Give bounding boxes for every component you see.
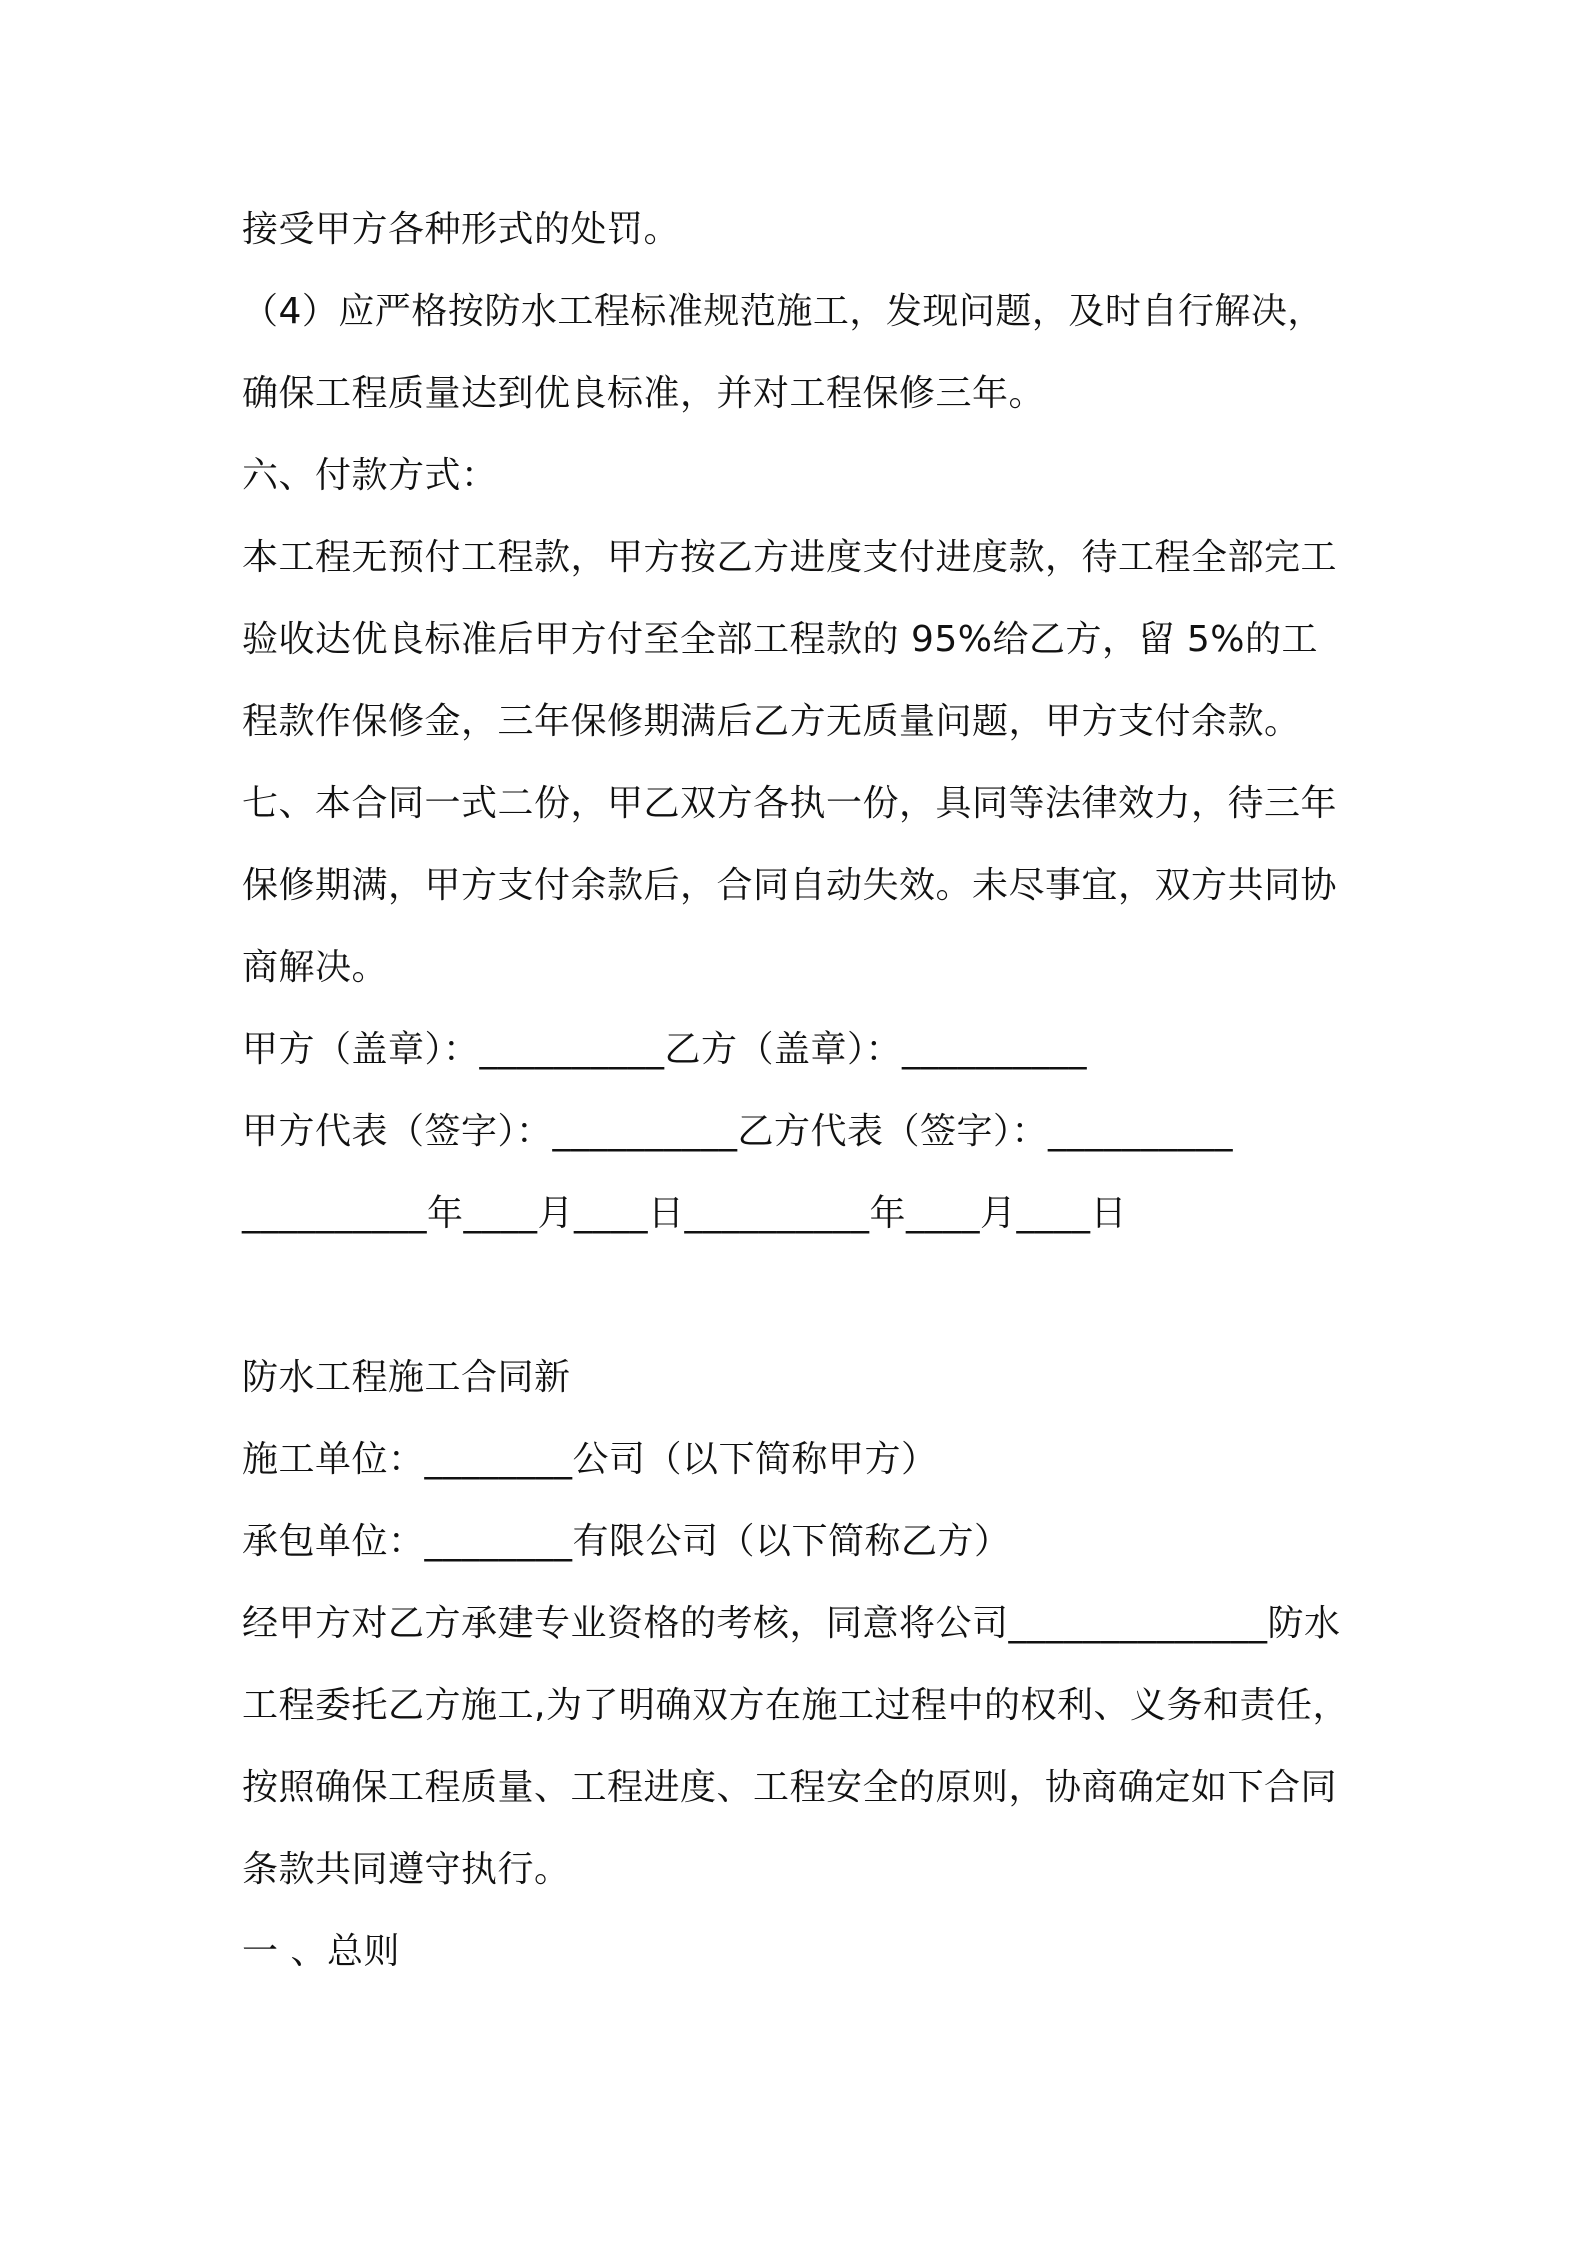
text-line: 经甲方对乙方承建专业资格的考核，同意将公司______________防水 <box>242 1603 1341 1644</box>
section-heading: 六、付款方式： <box>242 455 498 496</box>
document-title: 防水工程施工合同新 <box>242 1357 571 1398</box>
text-line: 按照确保工程质量、工程进度、工程安全的原则，协商确定如下合同 <box>242 1767 1338 1808</box>
text-line: 七、本合同一式二份，甲乙双方各执一份，具同等法律效力，待三年 <box>242 783 1338 824</box>
signature-line: 甲方代表（签字）：__________乙方代表（签字）：__________ <box>242 1111 1234 1152</box>
text-line: 条款共同遵守执行。 <box>242 1849 571 1890</box>
section-heading: 一 、总则 <box>242 1931 400 1972</box>
signature-line: 甲方（盖章）：__________乙方（盖章）：__________ <box>242 1029 1088 1070</box>
text-line: 保修期满，甲方支付余款后，合同自动失效。未尽事宜，双方共同协 <box>242 865 1338 906</box>
date-line: __________年____月____日__________年____月____日 <box>242 1193 1127 1234</box>
text-line: 施工单位：________公司（以下简称甲方） <box>242 1439 938 1480</box>
text-line: 工程委托乙方施工,为了明确双方在施工过程中的权利、义务和责任， <box>242 1685 1349 1726</box>
text-line: 程款作保修金，三年保修期满后乙方无质量问题，甲方支付余款。 <box>242 701 1301 742</box>
text-line: 承包单位：________有限公司（以下简称乙方） <box>242 1521 1011 1562</box>
text-line: 接受甲方各种形式的处罚。 <box>242 209 681 250</box>
text-line: 确保工程质量达到优良标准，并对工程保修三年。 <box>242 373 1046 414</box>
text-line: 验收达优良标准后甲方付至全部工程款的 95%给乙方，留 5%的工 <box>242 619 1319 660</box>
text-line: 商解决。 <box>242 947 389 988</box>
text-line: 本工程无预付工程款，甲方按乙方进度支付进度款，待工程全部完工 <box>242 537 1338 578</box>
text-line: （4）应严格按防水工程标准规范施工，发现问题，及时自行解决， <box>242 291 1324 332</box>
